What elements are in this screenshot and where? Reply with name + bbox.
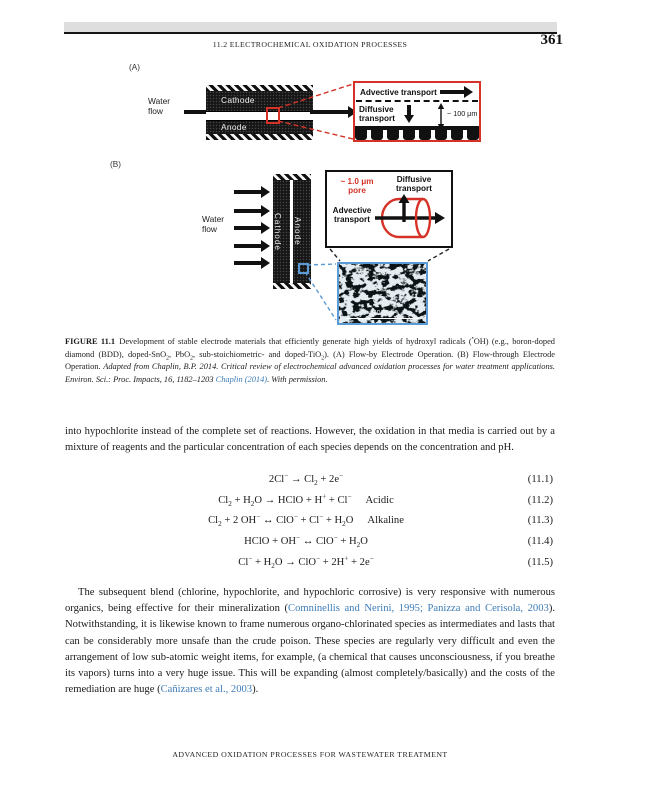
equation-11-2: $Cl_2 + H_2O$ → HClO + H+ + Cl− [218, 492, 352, 509]
advective-arrow-icon-a [440, 90, 464, 94]
equation-row [65, 471, 553, 490]
advective-arrow-icon-b [435, 212, 445, 224]
pore-size-label-2: pore [348, 186, 366, 195]
advective-label-b1: Advective [332, 206, 372, 215]
equation-number: (11.3) [527, 515, 553, 526]
equation-11-3: $Cl_2 + 2$ OH− ↔ $ClO^- + Cl^- + H_2O$ [208, 512, 354, 529]
running-head: 11.2 ELECTROCHEMICAL OXIDATION PROCESSES [212, 40, 408, 49]
boundary-dashed-line [356, 100, 478, 102]
citation-link[interactable]: Comninellis and Nerini, 1995; Panizza and Cerisola, 2003 [288, 603, 549, 615]
water-flow-label-a: Water flow [148, 96, 171, 116]
diffusive-label-a1: Diffusive [359, 105, 394, 114]
equation-row: $Cl_2 + H_2O$ → HClO + H+ + Cl− Acidic (11.2) [218, 492, 553, 509]
diffusive-label-b1: Diffusive [396, 175, 432, 184]
inset-a [353, 81, 481, 142]
panel-a-label: (A) [129, 63, 140, 72]
cathode-label-b: Cathode [273, 212, 282, 251]
equation-number: (11.5) [527, 557, 553, 568]
zoom-region-marker-b [298, 263, 309, 274]
diffusive-arrow-icon-a [407, 105, 411, 115]
header-rule-bar [64, 22, 557, 34]
advective-label-b2: transport [334, 215, 370, 224]
equation-11-1: $2Cl^- \to Cl_2 + 2e^-$ [268, 471, 344, 488]
flow-arrow-icon [234, 190, 261, 194]
cathode-block [206, 91, 313, 111]
equation-row [65, 533, 553, 552]
cathode-column [273, 180, 290, 283]
anode-label-b: Anode [293, 217, 302, 246]
zoom-region-marker-a [266, 107, 280, 124]
equation-row: $Cl_2 + 2$ OH− ↔ $ClO^- + Cl^- + H_2O$ Alkaline (11.3) [208, 512, 553, 529]
hatch-strip [206, 134, 313, 140]
citation-link[interactable]: Cañizares et al., 2003 [160, 684, 253, 696]
equation-number: (11.1) [527, 474, 553, 485]
equation-number: (11.2) [527, 495, 553, 506]
flow-arrow-icon [234, 261, 261, 265]
advective-transport-label-a: Advective transport [360, 88, 437, 97]
porous-electrode-band [355, 126, 479, 140]
equation-number: (11.4) [527, 536, 553, 547]
pore-size-label-1: ~ 1.0 μm [340, 177, 374, 186]
equation-11-4: HClO + OH− ↔ $ClO^- + H_2O$ [244, 533, 368, 550]
anode-label-a: Anode [221, 122, 247, 132]
body-paragraph-2: The subsequent blend (chlorine, hypochlorite, and hypochloric corrosive) is very responsive with numerous organics, being effective for their mineralization (Comninellis and Nerini, 1995; Panizza and Cerisola, 2003). Notwithstanding, it is likewise known to frame numerous organo-chlorinated species as intermediates and lasts that can be considerably more unsafe than the crude poison. These species are regularly very difficult and even the arrangement of low sub-atomic weight items, for example, (a chemical that causes unconsciousness, if you breathe its vapors) turns into a very huge issue. This will be expanding (almost completely/basically) and the costs of the remediation are huge (Cañizares et al., 2003). [65, 587, 555, 696]
flow-arrow-icon [234, 244, 261, 248]
hatch-strip [273, 283, 311, 289]
cathode-label-a: Cathode [221, 95, 255, 105]
inset-b [325, 170, 453, 248]
sem-scale-bar [346, 318, 419, 320]
sem-scale-label: 40 μm [372, 310, 393, 317]
running-foot: ADVANCED OXIDATION PROCESSES FOR WASTEWATER TREATMENT [172, 750, 448, 759]
pore-cylinder-diagram [327, 172, 451, 246]
diffusive-label-b2: transport [396, 184, 432, 193]
pore-depth-scale: ~ 100 μm [447, 109, 478, 118]
sem-micrograph [337, 262, 428, 325]
panel-b-label: (B) [110, 160, 121, 169]
figure-caption: FIGURE 11.1 Development of stable electrode materials that efficiently generate high yields of hydroxyl radicals (•OH) (e.g., boron-doped diamond (BDD), doped-SnO$_2$, PbO$_2$, sub-stoichiometric- and doped-TiO$_2$). (A) Flow-by Electrode Operation. (B) Flow-through Electrode Operation. Adapted from Chaplin, B.P. 2014. Critical review of electrochemical advanced oxidation processes for water treatment applications. Environ. Sci.: Proc. Impacts, 16, 1182–1203 Chaplin (2014). With permission. [65, 336, 555, 385]
flow-arrow-icon [234, 226, 261, 230]
citation-link[interactable]: Chaplin (2014) [215, 375, 268, 385]
equation-row [65, 554, 553, 573]
equation-11-5: $Cl^- + H_2O \to ClO^- + 2H^+ + 2e^-$ [238, 554, 374, 571]
page-number: 361 [540, 32, 563, 48]
anode-block [206, 121, 313, 134]
body-paragraph-1: into hypochlorite instead of the complete set of reactions. However, the oxidation in that media is carried out by a mixture of reagents and the particular concentration of each species depends on the concentration and pH. [65, 426, 555, 454]
flow-channel [206, 111, 313, 121]
diffusive-label-a2: transport [359, 114, 395, 123]
flow-arrow-out-icon [310, 110, 348, 114]
flow-arrow-icon [234, 209, 261, 213]
water-flow-label-b: Water flow [202, 214, 225, 234]
flow-by-cell [206, 85, 313, 140]
